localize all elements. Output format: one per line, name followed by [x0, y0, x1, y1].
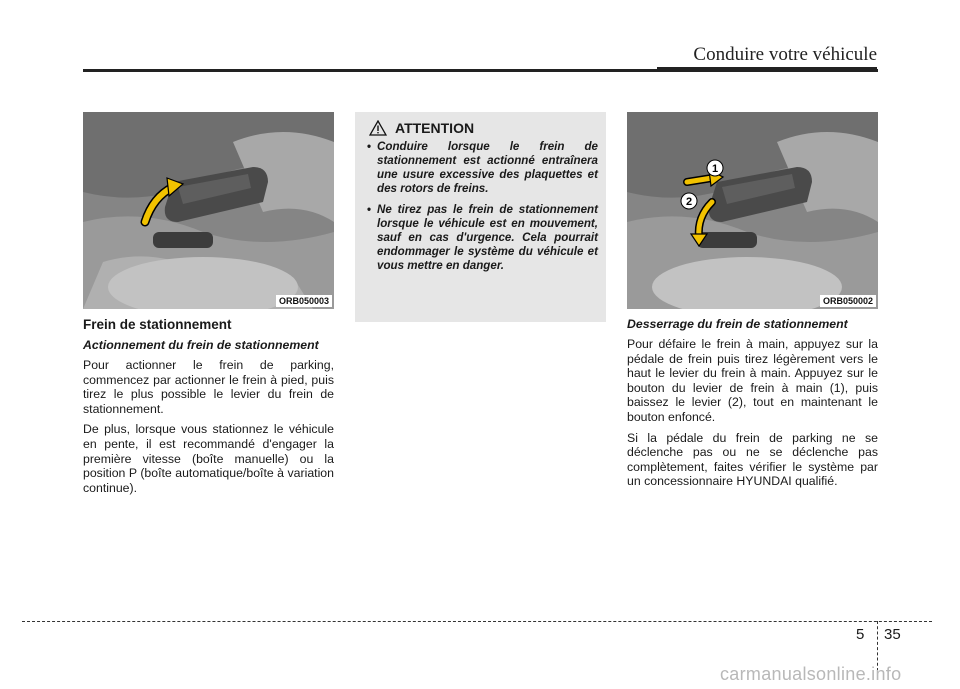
- footer-rule: [22, 621, 932, 622]
- subsection-title-release: Desserrage du frein de stationnement: [627, 317, 848, 331]
- page-header-title: Conduire votre véhicule: [693, 44, 877, 65]
- parking-brake-photo-apply: [83, 112, 334, 309]
- warning-box: [355, 112, 606, 322]
- warning-title: ATTENTION: [395, 120, 475, 136]
- warning-item: • Ne tirez pas le frein de stationnement lorsque le véhicule est en mouvement, sauf en cas d'urgence. Cela pourrait endommager le système du véhicule et vous mettre en danger.: [363, 203, 598, 273]
- callout-2: 2: [685, 196, 693, 208]
- warning-header: [369, 120, 598, 136]
- subsection-title-apply: Actionnement du frein de stationnement: [83, 338, 319, 352]
- left-column: [83, 112, 334, 501]
- warning-list: [363, 140, 598, 273]
- warning-triangle-icon: [369, 120, 387, 136]
- paragraph: Si la pédale du frein de parking ne se déclenche pas ou ne se déclenche pas complètement, faites vérifier le système par un concessionnaire HYUNDAI qualifié.: [627, 430, 878, 489]
- header-rule-accent: [657, 67, 877, 72]
- section-title: Frein de stationnement: [83, 317, 232, 332]
- parking-brake-photo-release: [627, 112, 878, 309]
- chapter-number: 5: [856, 626, 865, 643]
- watermark: carmanualsonline.info: [720, 664, 902, 684]
- right-column: [627, 112, 878, 495]
- page-number: 35: [884, 626, 901, 643]
- callout-1: 1: [711, 163, 719, 175]
- warning-column: [355, 112, 606, 322]
- photo-code: ORB050003: [276, 295, 332, 307]
- paragraph: De plus, lorsque vous stationnez le véhicule en pente, il est recommandé d'engager la première vitesse (boîte manuelle) ou la position P (boîte automatique/boîte à variation continue).: [83, 422, 334, 495]
- warning-item: • Conduire lorsque le frein de stationnement est actionné entraînera une usure excessive des plaquettes et des rotors de freins.: [363, 140, 598, 196]
- paragraph: Pour défaire le frein à main, appuyez sur la pédale de frein puis tirez légèrement vers le haut le levier du frein à main. Appuyez sur le bouton du levier de frein à main (1), puis baissez le levier (2), tout en maintenant le bouton enfoncé.: [627, 337, 878, 424]
- photo-code: ORB050002: [820, 295, 876, 307]
- paragraph: Pour actionner le frein de parking, commencez par actionner le frein à pied, puis tirez le plus possible le levier du frein de stationnement.: [83, 358, 334, 416]
